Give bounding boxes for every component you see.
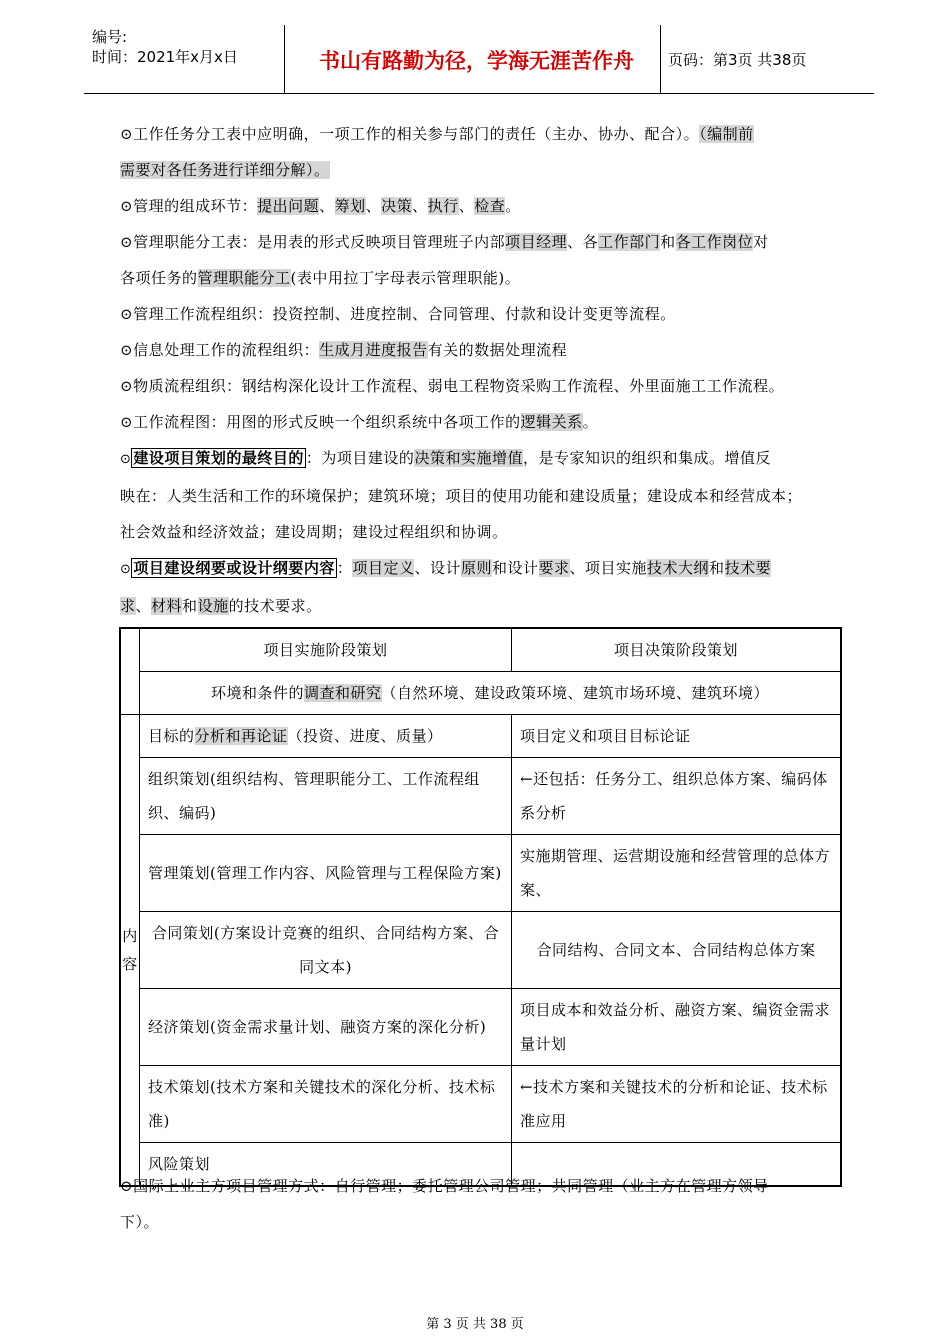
header-page-info: 页码：第3页 共38页 (668, 51, 807, 69)
text: ⊙工作流程图：用图的形式反映一个组织系统中各项工作的 (120, 413, 521, 431)
paragraph-flowchart (120, 404, 855, 440)
text: ⊙工作任务分工表中应明确，一项工作的相关参与部门的责任（主办、协办、配合）。 (120, 125, 700, 143)
table-header-right: 项目决策阶段策划 (512, 628, 842, 672)
paragraph-info-flow (120, 332, 855, 368)
text: 下）。 (120, 1213, 160, 1231)
highlight: 执行 (427, 197, 459, 215)
page-header (84, 25, 874, 94)
table-cell: 合同结构、合同文本、合同结构总体方案 (512, 912, 842, 989)
table-span-cell (140, 672, 842, 715)
text: 社会效益和经济效益；建设周期；建设过程组织和协调。 (120, 523, 508, 541)
text: 和 (709, 559, 725, 577)
paragraph-task-division (120, 116, 855, 188)
text: 、设计 (414, 559, 461, 577)
highlight: 项目定义 (352, 559, 415, 577)
highlight: 设施 (197, 597, 229, 615)
boxed-term: 建设项目策划的最终目的 (133, 449, 304, 467)
highlight: 原则 (460, 559, 492, 577)
text: 。 (505, 197, 521, 215)
text: 、项目实施 (569, 559, 648, 577)
table-row (120, 628, 841, 672)
header-meta (92, 27, 238, 67)
header-time-label: 时间：2021年x月x日 (92, 48, 238, 66)
paragraph-owner-management (120, 1168, 855, 1240)
text: 和设计 (491, 559, 539, 577)
text: (表中用拉丁字母表示管理职能)。 (290, 269, 521, 287)
text: ： (336, 559, 353, 577)
boxed-term: 项目建设纲要或设计纲要内容 (133, 559, 335, 577)
text: 有关的数据处理流程 (427, 341, 568, 359)
table-header-left: 项目实施阶段策划 (140, 628, 512, 672)
text: ：为项目建设的 (305, 449, 415, 467)
table-row (120, 758, 841, 835)
table-cell: 实施期管理、运营期设施和经营管理的总体方案、 (512, 835, 842, 912)
table-row (120, 989, 841, 1066)
highlight: 项目经理 (505, 233, 568, 251)
highlight: 技术大纲 (647, 559, 710, 577)
highlight: 筹划 (334, 197, 366, 215)
highlight: 分析和再论证 (194, 727, 288, 745)
paragraph-management-steps: ⊙管理的组成环节：提出问题、筹划、决策、执行、检查。 (120, 197, 521, 215)
text: 、 (135, 597, 152, 615)
paragraph-material-flow: ⊙物质流程组织：钢结构深化设计工作流程、弱电工程物资采购工作流程、外里面施工工作流程。 (120, 377, 785, 395)
text: ，是专家知识的组织和集成。增值反 (522, 449, 771, 467)
highlight: （编制前 (699, 125, 754, 143)
table-cell: 项目成本和效益分析、融资方案、编资金需求量计划 (512, 989, 842, 1066)
highlight: 工作部门 (598, 233, 661, 251)
table-cell (140, 715, 512, 758)
highlight: 各工作岗位 (675, 233, 754, 251)
bullet-icon: ⊙ (120, 452, 132, 467)
table-cell: 经济策划(资金需求量计划、融资方案的深化分析) (140, 989, 512, 1066)
table-side-label (120, 715, 140, 1187)
text: （自然环境、建设政策环境、建筑市场环境、建筑环境） (381, 684, 770, 702)
highlight: 决策和实施增值 (414, 449, 523, 467)
header-number-label: 编号: (92, 28, 128, 46)
highlight: 检查 (474, 197, 506, 215)
table-cell: 技术策划(技术方案和关键技术的深化分析、技术标准) (140, 1066, 512, 1143)
highlight: 求 (120, 597, 136, 615)
highlight: 逻辑关系 (520, 413, 583, 431)
highlight: 管理职能分工 (197, 269, 291, 287)
text: ⊙国际上业主方项目管理方式：自行管理；委托管理公司管理；共同管理（业主方在管理方领导 (120, 1177, 769, 1195)
highlight: 调查和研究 (303, 684, 382, 702)
highlight: 提出问题 (257, 197, 320, 215)
bullet-icon: ⊙ (120, 562, 132, 577)
table-row (120, 835, 841, 912)
side-label-char: 容 (122, 955, 138, 973)
side-label-char: 内 (122, 927, 138, 945)
text: 环境和条件的 (210, 684, 304, 702)
table-row (120, 715, 841, 758)
text: 目标的 (148, 727, 195, 745)
table-row (120, 912, 841, 989)
text: 和 (660, 233, 676, 251)
highlight: 需要对各任务进行详细分解）。 (120, 161, 330, 179)
highlight: 决策 (381, 197, 413, 215)
text: 映在：人类生活和工作的环境保护；建筑环境；项目的使用功能和建设质量；建设成本和经营成本； (120, 487, 803, 505)
table-row (120, 672, 841, 715)
paragraph-function-table (120, 224, 855, 296)
header-divider (284, 25, 285, 93)
highlight: 生成月进度报告 (319, 341, 428, 359)
highlight: 要求 (538, 559, 570, 577)
page-footer: 第 3 页 共 38 页 (426, 1317, 524, 1332)
text: 、各 (567, 233, 599, 251)
table-row (120, 1066, 841, 1143)
planning-table (119, 627, 842, 1187)
text: ⊙信息处理工作的流程组织： (120, 341, 320, 359)
text: 的技术要求。 (228, 597, 322, 615)
text: 对 (753, 233, 769, 251)
text: 和 (182, 597, 198, 615)
text: 各项任务的 (120, 269, 198, 287)
header-motto: 书山有路勤为径，学海无涯苦作舟 (319, 49, 634, 73)
table-cell: 项目定义和项目目标论证 (512, 715, 842, 758)
table-cell: ←还包括：任务分工、组织总体方案、编码体系分析 (512, 758, 842, 835)
highlight: 技术要 (724, 559, 772, 577)
text: ⊙管理的组成环节： (120, 197, 258, 215)
table-corner-cell (120, 628, 140, 715)
paragraph-workflow: ⊙管理工作流程组织：投资控制、进度控制、合同管理、付款和设计变更等流程。 (120, 305, 676, 323)
table-cell: 管理策划(管理工作内容、风险管理与工程保险方案) (140, 835, 512, 912)
text: 。 (582, 413, 599, 431)
paragraph-outline-content (120, 550, 855, 624)
table-cell: 合同策划(方案设计竞赛的组织、合同结构方案、合同文本) (140, 912, 512, 989)
table-cell: ←技术方案和关键技术的分析和论证、技术标准应用 (512, 1066, 842, 1143)
table-cell: 风险策划 (140, 1143, 512, 1187)
text: ⊙管理职能分工表：是用表的形式反映项目管理班子内部 (120, 233, 506, 251)
table-cell: 组织策划(组织结构、管理职能分工、工作流程组织、编码) (140, 758, 512, 835)
paragraph-planning-goal (120, 440, 855, 550)
highlight: 材料 (151, 597, 183, 615)
text: （投资、进度、质量） (287, 727, 443, 745)
